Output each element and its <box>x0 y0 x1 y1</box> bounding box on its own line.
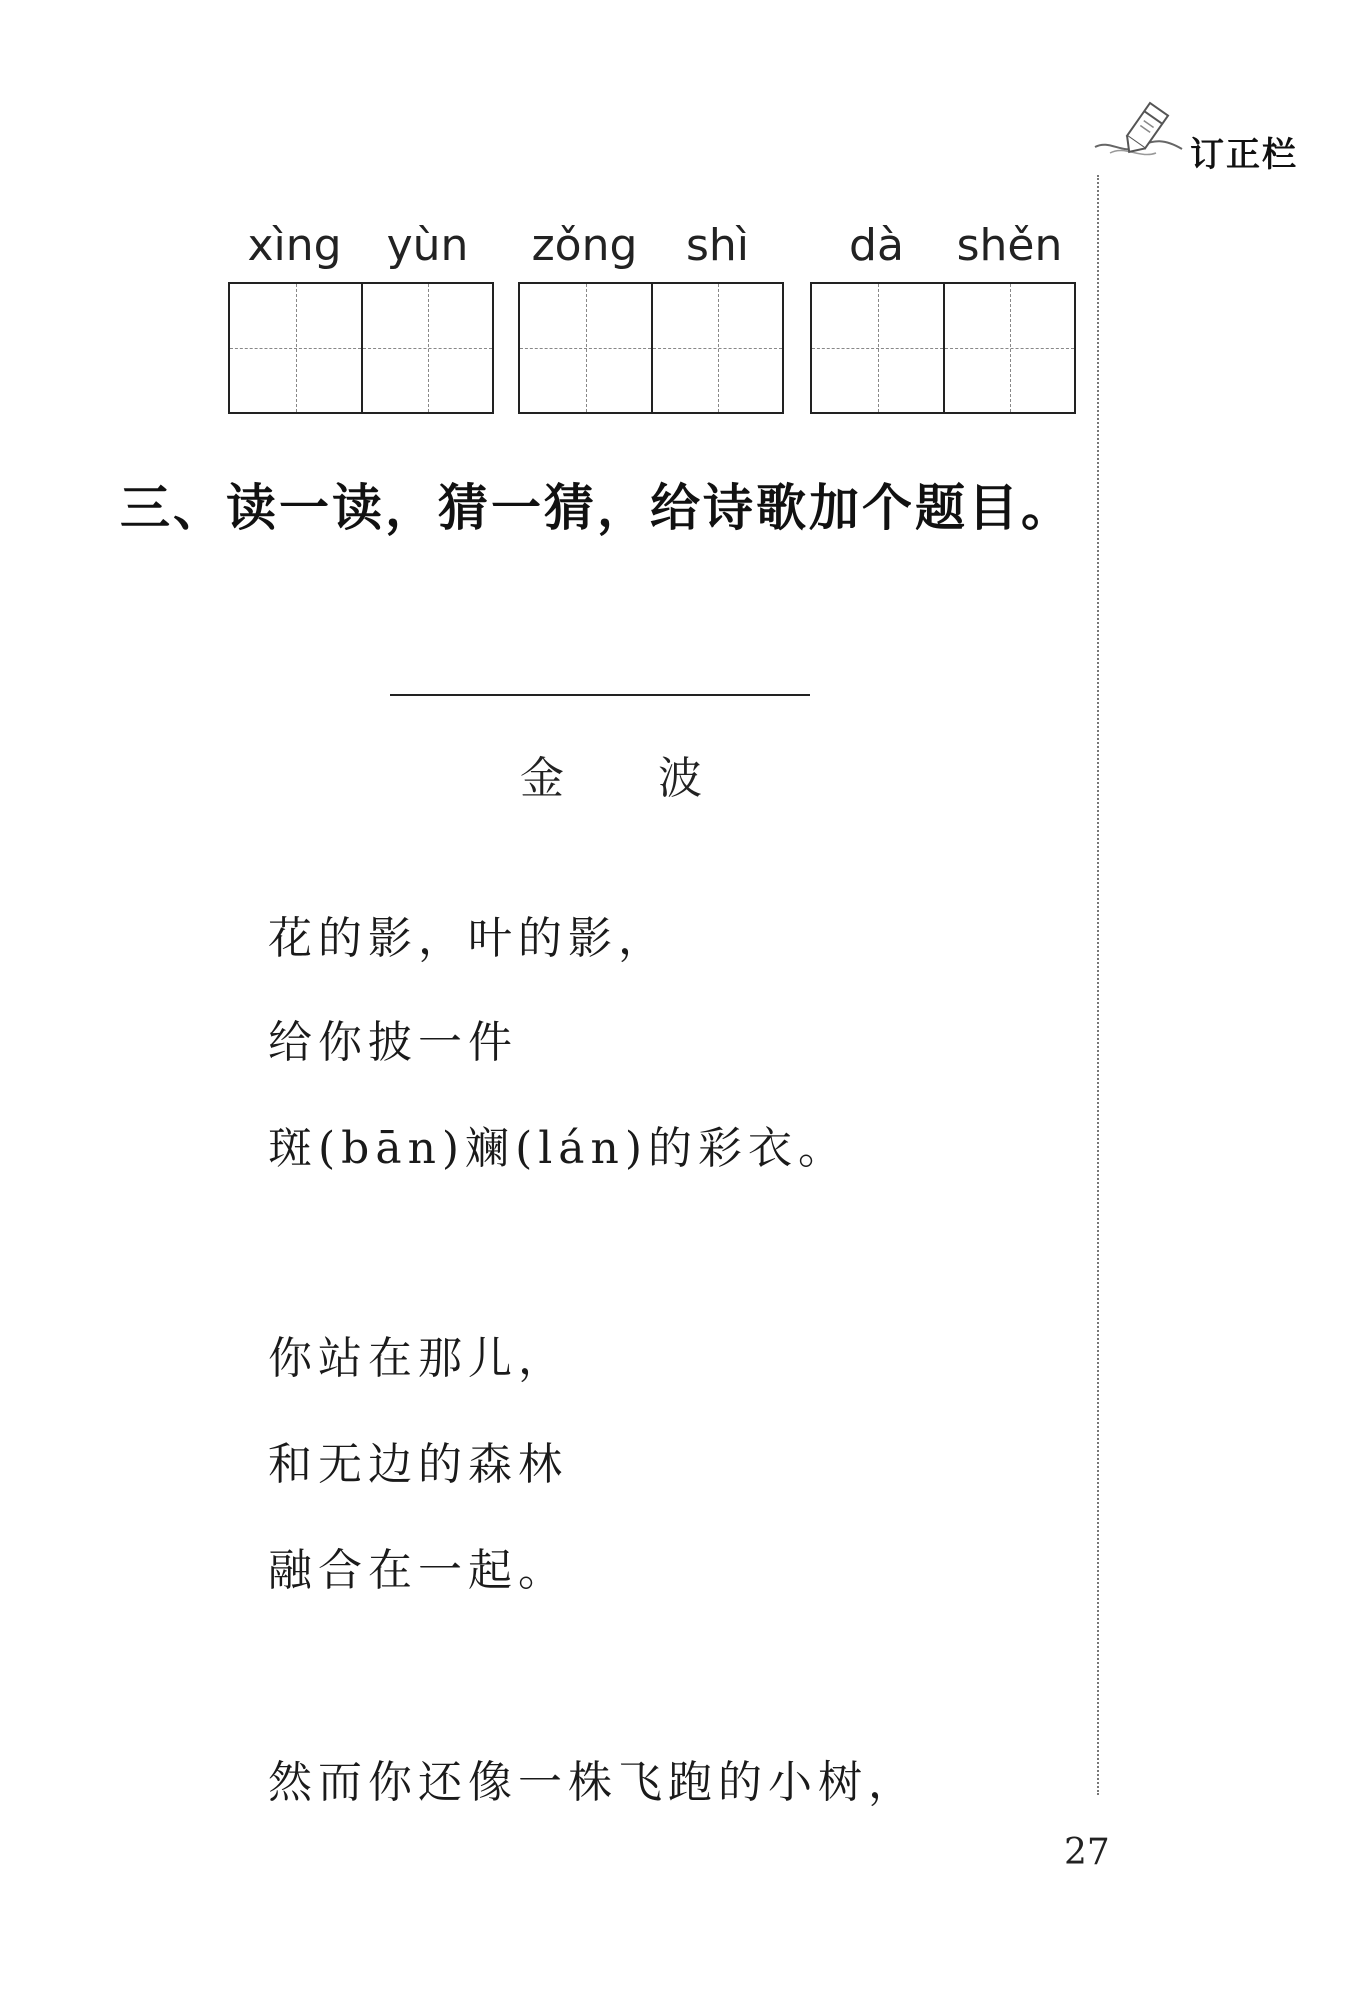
poem-title-blank[interactable] <box>390 694 810 696</box>
poem-author: 金 波 <box>520 753 742 804</box>
writing-cell[interactable] <box>812 284 943 412</box>
pinyin-label: xìng <box>247 220 342 271</box>
word-box-1 <box>228 220 494 420</box>
writing-cell[interactable] <box>943 284 1074 412</box>
poem-line: 你站在那儿， <box>268 1333 568 1384</box>
poem-line: 和无边的森林 <box>268 1439 568 1490</box>
poem-line: 给你披一件 <box>268 1017 518 1068</box>
correction-column-title: 订正栏 <box>1190 135 1298 175</box>
page-number: 27 <box>1064 1832 1110 1873</box>
word-box-3 <box>810 220 1076 420</box>
pinyin-label: dà <box>849 220 904 271</box>
tian-zi-ge-grid <box>228 282 494 414</box>
section-heading: 三、读一读，猜一猜，给诗歌加个题目。 <box>120 479 1074 537</box>
pinyin-label: shěn <box>956 220 1063 271</box>
correction-column-divider <box>1097 175 1099 1795</box>
writing-cell[interactable] <box>651 284 782 412</box>
pinyin-label: yùn <box>386 220 469 271</box>
writing-cell[interactable] <box>230 284 361 412</box>
writing-cell[interactable] <box>361 284 492 412</box>
pinyin-label: zǒng <box>531 220 638 271</box>
poem-line: 融合在一起。 <box>268 1545 568 1596</box>
word-box-2 <box>518 220 784 420</box>
poem-line: 然而你还像一株飞跑的小树， <box>268 1757 918 1808</box>
pinyin-label: shì <box>685 220 750 271</box>
tian-zi-ge-grid <box>518 282 784 414</box>
correction-column-header <box>1090 95 1346 175</box>
tian-zi-ge-grid <box>810 282 1076 414</box>
poem-line: 花的影，叶的影， <box>268 913 668 964</box>
poem-line: 斑(bān)斓(lán)的彩衣。 <box>268 1123 849 1174</box>
writing-cell[interactable] <box>520 284 651 412</box>
